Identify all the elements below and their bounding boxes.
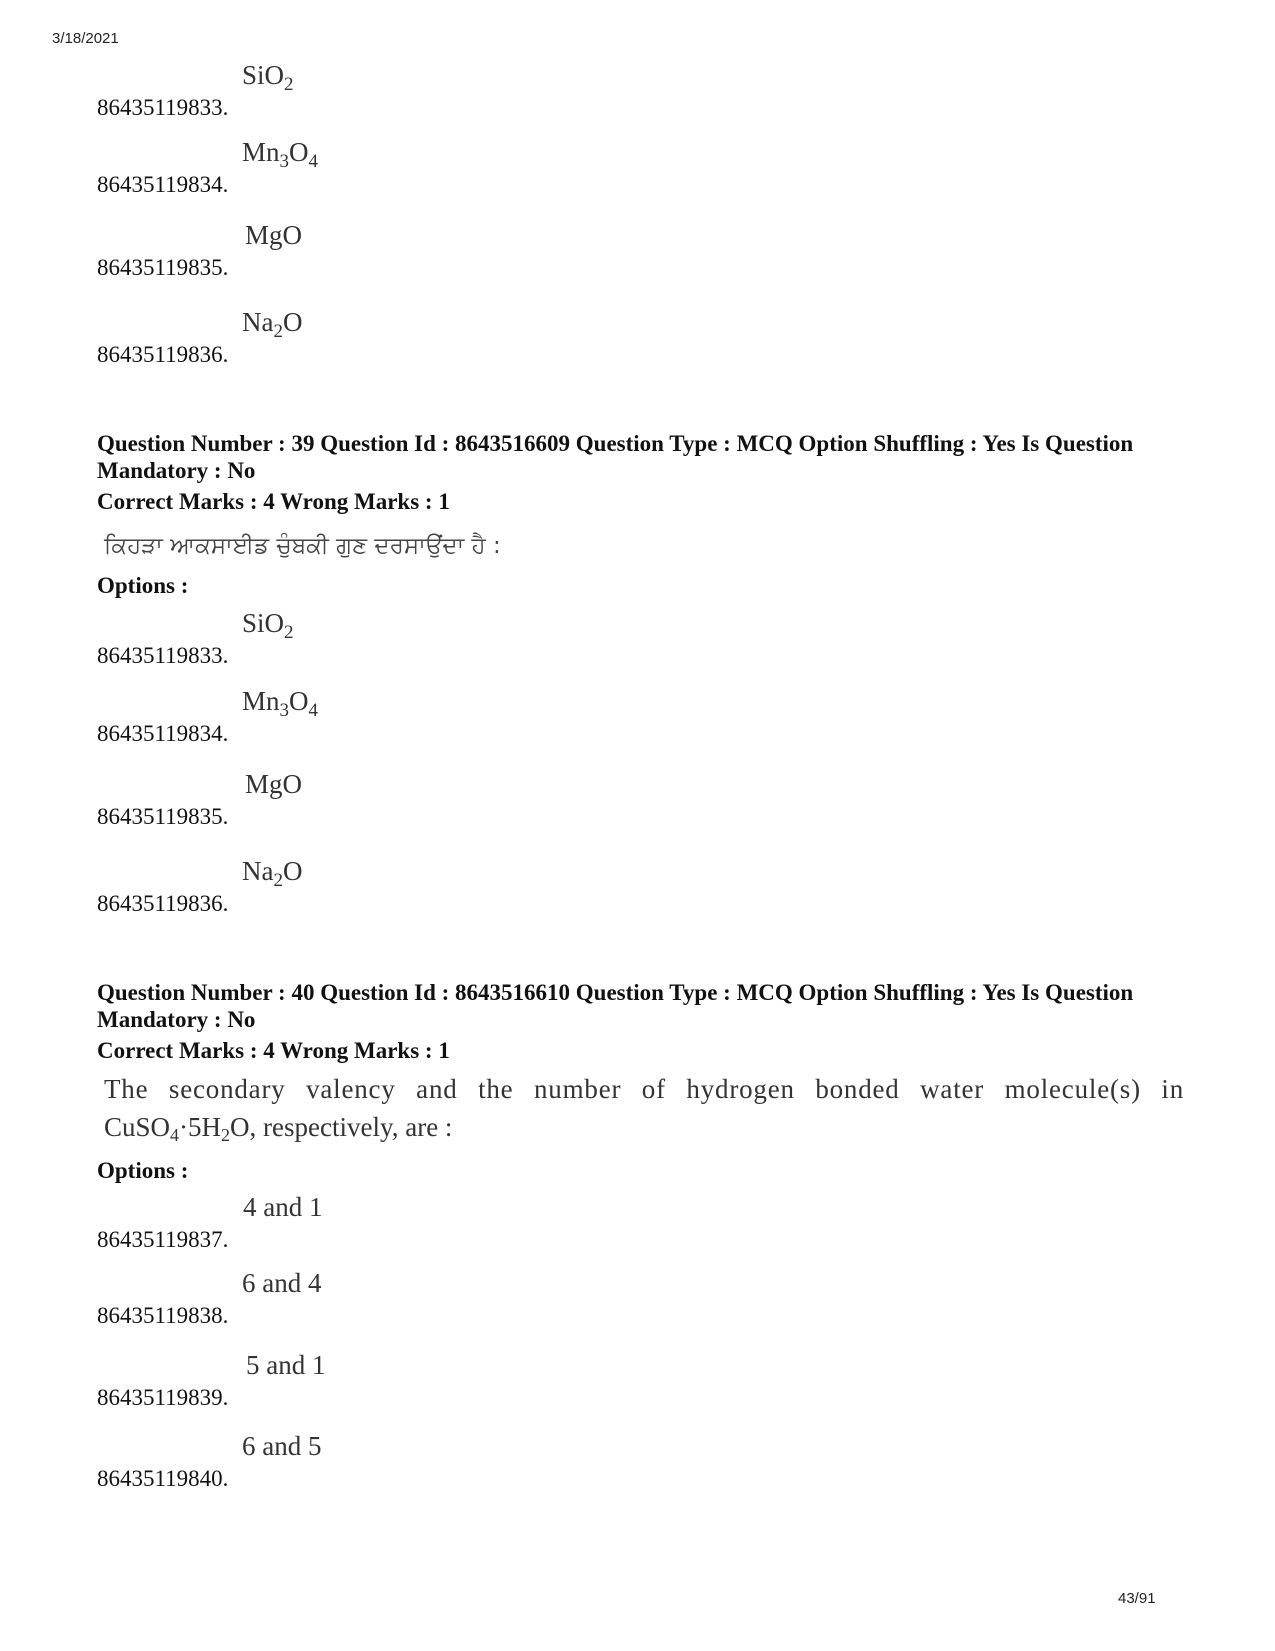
question-text-line: $CuSO_4\cdot 5H_2O$, respectively, are :	[104, 1112, 453, 1145]
option-id: 86435119838.	[97, 1303, 229, 1328]
option-id: 86435119833.	[97, 643, 229, 668]
option-row	[97, 220, 797, 280]
option-formula: $Na_2O$	[242, 307, 303, 342]
print-date: 3/18/2021	[52, 30, 119, 47]
option-id: 86435119836.	[97, 891, 229, 916]
option-row	[97, 1350, 797, 1410]
option-text: 4 and 1	[243, 1192, 323, 1222]
question-text: ਕਿਹੜਾ ਆਕਸਾਈਡ ਚੁੰਬਕੀ ਗੁਣ ਦਰਸਾਉਂਦਾ ਹੈ :	[104, 533, 501, 559]
option-row	[97, 856, 797, 916]
option-row	[97, 1431, 797, 1491]
options-label: Options :	[97, 1158, 189, 1183]
question-marks: Correct Marks : 4 Wrong Marks : 1	[97, 489, 450, 514]
option-formula: MgO	[245, 769, 303, 799]
option-id: 86435119837.	[97, 1227, 229, 1252]
option-row	[97, 1192, 797, 1252]
question-header: Question Number : 40 Question Id : 8643516610 Question Type : MCQ Option Shuffling : Yes Is Question Mandatory : No	[97, 980, 1134, 1032]
question-header: Question Number : 39 Question Id : 8643516609 Question Type : MCQ Option Shuffling : Yes Is Question Mandatory : No	[97, 431, 1134, 483]
option-formula: $Mn_3O_4$	[242, 137, 319, 172]
option-formula: $Na_2O$	[242, 856, 303, 891]
option-row	[97, 608, 797, 668]
option-id: 86435119836.	[97, 342, 229, 367]
option-row	[97, 137, 797, 197]
option-id: 86435119833.	[97, 95, 229, 120]
option-row	[97, 686, 797, 746]
question-text-line: The secondary valency and the number of hydrogen bonded water molecule(s) in	[104, 1074, 1184, 1104]
page-number: 43/91	[1118, 1590, 1156, 1607]
option-text: 6 and 5	[242, 1431, 322, 1461]
question-text	[104, 1070, 1184, 1146]
option-row	[97, 60, 797, 120]
option-id: 86435119834.	[97, 172, 229, 197]
option-formula: MgO	[245, 220, 303, 250]
option-id: 86435119834.	[97, 721, 229, 746]
option-formula: $Mn_3O_4$	[242, 686, 319, 721]
option-row	[97, 769, 797, 829]
option-row	[97, 1268, 797, 1328]
option-id: 86435119835.	[97, 804, 229, 829]
options-label: Options :	[97, 573, 189, 598]
option-row	[97, 307, 797, 367]
option-formula: SiO$_2$	[242, 608, 294, 643]
option-id: 86435119839.	[97, 1385, 229, 1410]
option-id: 86435119835.	[97, 255, 229, 280]
option-formula: SiO$_2$	[242, 60, 294, 95]
option-text: 6 and 4	[242, 1268, 322, 1298]
option-text: 5 and 1	[246, 1350, 326, 1380]
option-id: 86435119840.	[97, 1466, 229, 1491]
question-marks: Correct Marks : 4 Wrong Marks : 1	[97, 1038, 450, 1063]
